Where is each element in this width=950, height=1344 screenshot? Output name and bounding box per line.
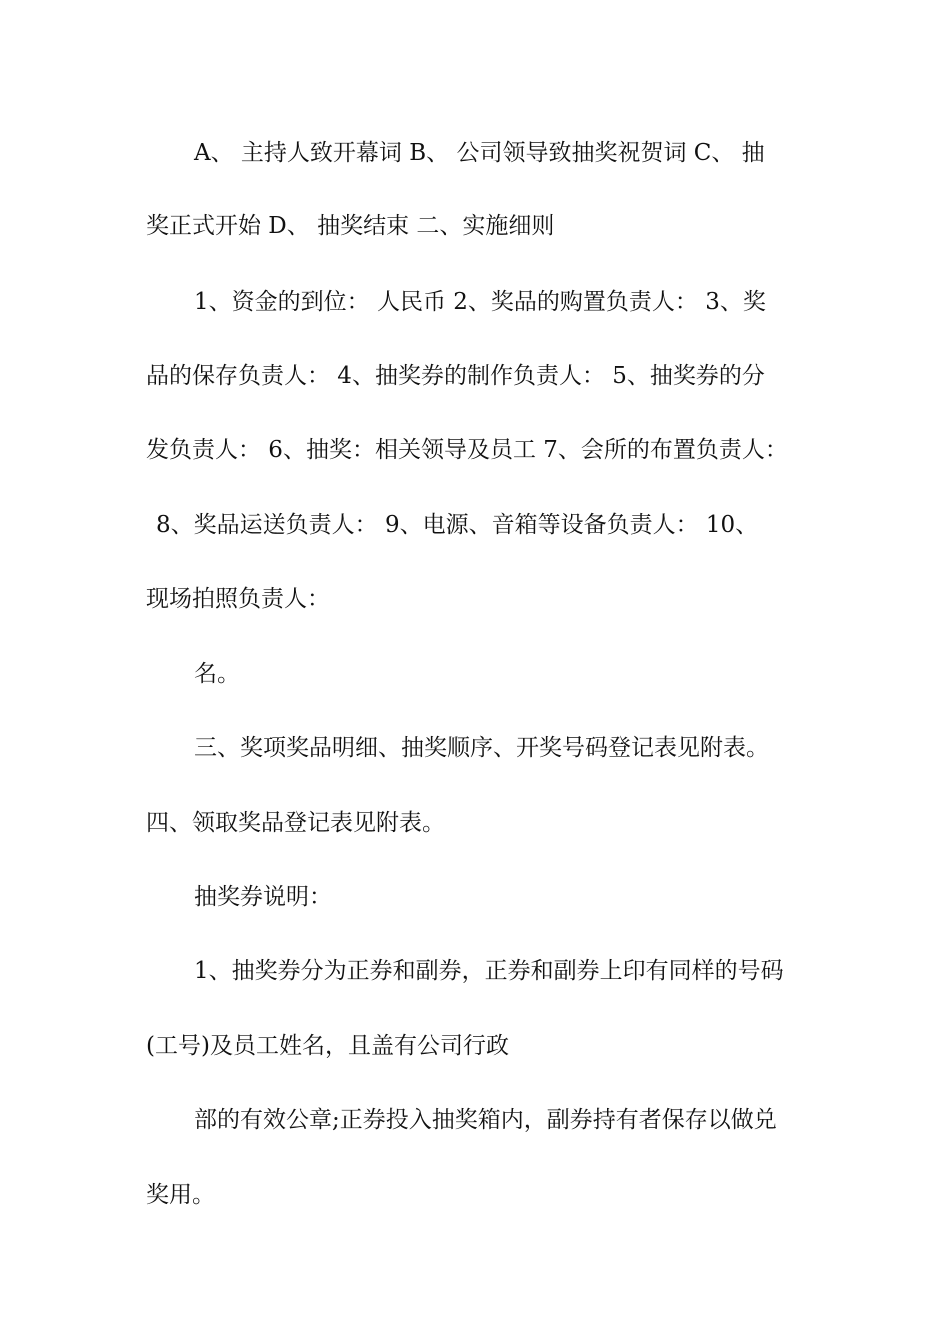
paragraph-line: 三、奖项奖品明细、抽奖顺序、开奖号码登记表见附表。 — [194, 735, 769, 761]
paragraph-line: 发负责人： 6、抽奖：相关领导及员工 7、会所的布置负责人： — [146, 437, 788, 463]
paragraph-line: 奖正式开始 D、 抽奖结束 二、实施细则 — [146, 213, 555, 239]
paragraph-line: 现场拍照负责人： — [146, 586, 330, 612]
paragraph-line: 1、抽奖券分为正券和副券，正券和副券上印有同样的号码 — [194, 958, 784, 984]
paragraph-line: A、 主持人致开幕词 B、 公司领导致抽奖祝贺词 C、 抽 — [194, 140, 765, 166]
paragraph-line: 品的保存负责人： 4、抽奖券的制作负责人： 5、抽奖券的分 — [146, 363, 765, 389]
paragraph-line: 四、领取奖品登记表见附表。 — [146, 810, 445, 836]
paragraph-line: 部的有效公章;正券投入抽奖箱内，副券持有者保存以做兑 — [194, 1107, 777, 1133]
paragraph-line: 抽奖券说明： — [194, 884, 332, 910]
paragraph-line: (工号)及员工姓名，且盖有公司行政 — [146, 1033, 509, 1059]
paragraph-line: 1、资金的到位： 人民币 2、奖品的购置负责人： 3、奖 — [194, 289, 766, 315]
paragraph-line: 8、奖品运送负责人： 9、电源、音箱等设备负责人： 10、 — [156, 512, 759, 538]
paragraph-line: 奖用。 — [146, 1182, 215, 1208]
paragraph-line: 名。 — [194, 661, 240, 687]
